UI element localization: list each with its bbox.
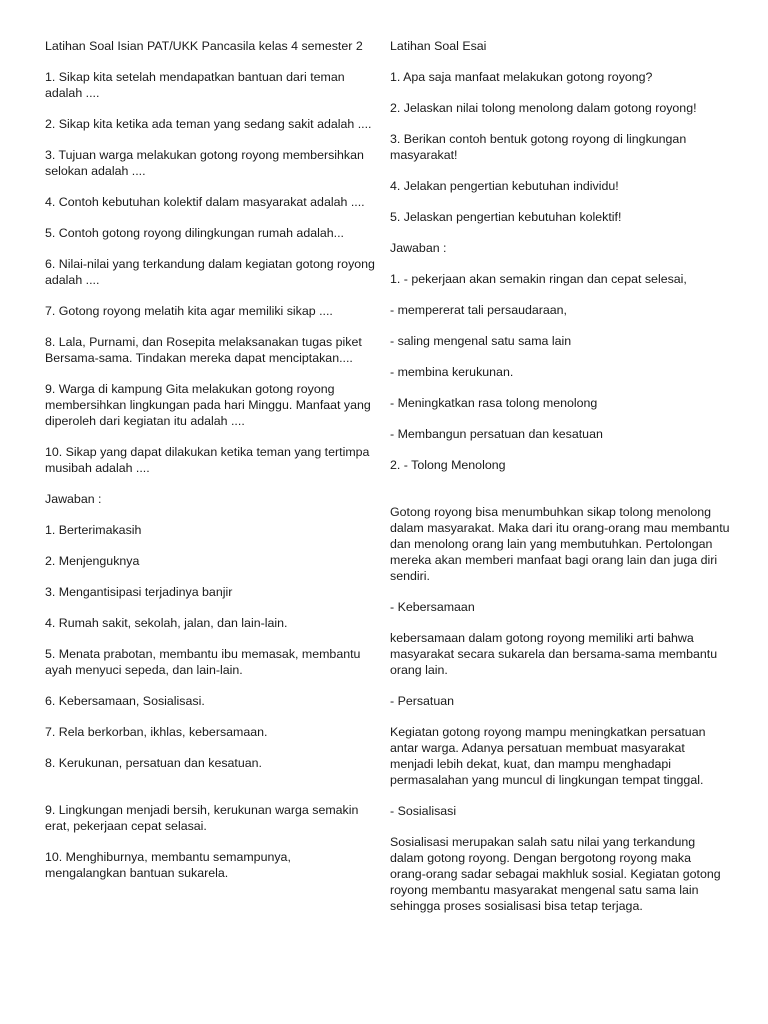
left-answers-heading: Jawaban : [45, 492, 102, 506]
left-question-3: 3. Tujuan warga melakukan gotong royong membersihkan selokan adalah .... [45, 148, 364, 178]
right-question-4: 4. Jelakan pengertian kebutuhan individu! [390, 179, 619, 193]
section-body-sosialisasi: Sosialisasi merupakan salah satu nilai yang terkandung dalam gotong royong. Dengan bergotong royong maka orang-orang sadar sebagai makhluk sosial. Kegiatan gotong royong membantu masyarakat mengenal satu sama lain sehingga proses sosialisasi bisa tetap terjaga. [390, 835, 721, 913]
right-column [390, 38, 730, 929]
left-answer-5: 5. Menata prabotan, membantu ibu memasak, membantu ayah menyuci sepeda, dan lain-lain. [45, 647, 361, 677]
right-question-1: 1. Apa saja manfaat melakukan gotong royong? [390, 70, 653, 84]
section-body-persatuan: Kegiatan gotong royong mampu meningkatkan persatuan antar warga. Adanya persatuan membuat masyarakat menjadi lebih dekat, kuat, dan mampu menghadapi permasalahan yang muncul di lingkungan tempat tinggal. [390, 725, 706, 787]
right-answer-bullet-5: - Meningkatkan rasa tolong menolong [390, 396, 598, 410]
right-explanation: Gotong royong bisa menumbuhkan sikap tolong menolong dalam masyarakat. Maka dari itu orang-orang mau membantu dan menolong orang lain yang membutuhkan. Pertolongan mereka akan memberi manfaat bagi orang lain dan juga diri sendiri. [390, 505, 730, 583]
right-answer-bullet-3: - saling mengenal satu sama lain [390, 334, 572, 348]
left-question-9: 9. Warga di kampung Gita melakukan gotong royong membersihkan lingkungan pada hari Minggu. Manfaat yang diperoleh dari kegiatan itu adalah .... [45, 382, 371, 428]
right-question-2: 2. Jelaskan nilai tolong menolong dalam gotong royong! [390, 101, 697, 115]
left-question-7: 7. Gotong royong melatih kita agar memiliki sikap .... [45, 304, 333, 318]
left-question-5: 5. Contoh gotong royong dilingkungan rumah adalah... [45, 226, 344, 240]
left-answer-7: 7. Rela berkorban, ikhlas, kebersamaan. [45, 725, 268, 739]
left-answer-9: 9. Lingkungan menjadi bersih, kerukunan warga semakin erat, pekerjaan cepat selasai. [45, 803, 359, 833]
right-answer-bullet-6: - Membangun persatuan dan kesatuan [390, 427, 603, 441]
left-answer-10: 10. Menghiburnya, membantu semampunya, mengalangkan bantuan sukarela. [45, 850, 291, 880]
left-answer-3: 3. Mengantisipasi terjadinya banjir [45, 585, 233, 599]
right-title: Latihan Soal Esai [390, 39, 487, 53]
section-heading-kebersamaan: - Kebersamaan [390, 600, 475, 614]
right-answer-bullet-4: - membina kerukunan. [390, 365, 514, 379]
left-column [45, 38, 375, 896]
right-question-5: 5. Jelaskan pengertian kebutuhan kolektif! [390, 210, 622, 224]
right-question-3: 3. Berikan contoh bentuk gotong royong di lingkungan masyarakat! [390, 132, 687, 162]
left-answer-6: 6. Kebersamaan, Sosialisasi. [45, 694, 205, 708]
right-answers-heading: Jawaban : [390, 241, 447, 255]
left-question-8: 8. Lala, Purnami, dan Rosepita melaksanakan tugas piket Bersama-sama. Tindakan mereka dapat menciptakan.... [45, 335, 362, 365]
left-title: Latihan Soal Isian PAT/UKK Pancasila kelas 4 semester 2 [45, 39, 363, 53]
left-answer-2: 2. Menjenguknya [45, 554, 140, 568]
right-answer-1: 1. - pekerjaan akan semakin ringan dan cepat selesai, [390, 272, 687, 286]
left-question-1: 1. Sikap kita setelah mendapatkan bantuan dari teman adalah .... [45, 70, 345, 100]
left-question-10: 10. Sikap yang dapat dilakukan ketika teman yang tertimpa musibah adalah .... [45, 445, 370, 475]
section-heading-persatuan: - Persatuan [390, 694, 455, 708]
left-question-2: 2. Sikap kita ketika ada teman yang sedang sakit adalah .... [45, 117, 372, 131]
left-answer-4: 4. Rumah sakit, sekolah, jalan, dan lain-lain. [45, 616, 288, 630]
right-answer-2: 2. - Tolong Menolong [390, 458, 506, 472]
left-question-4: 4. Contoh kebutuhan kolektif dalam masyarakat adalah .... [45, 195, 365, 209]
left-question-6: 6. Nilai-nilai yang terkandung dalam kegiatan gotong royong adalah .... [45, 257, 375, 287]
right-answer-bullet-2: - mempererat tali persaudaraan, [390, 303, 567, 317]
section-body-kebersamaan: kebersamaan dalam gotong royong memiliki arti bahwa masyarakat secara sukarela dan bersama-sama membantu orang lain. [390, 631, 718, 677]
left-answer-8: 8. Kerukunan, persatuan dan kesatuan. [45, 756, 262, 770]
section-heading-sosialisasi: - Sosialisasi [390, 804, 457, 818]
left-answer-1: 1. Berterimakasih [45, 523, 142, 537]
